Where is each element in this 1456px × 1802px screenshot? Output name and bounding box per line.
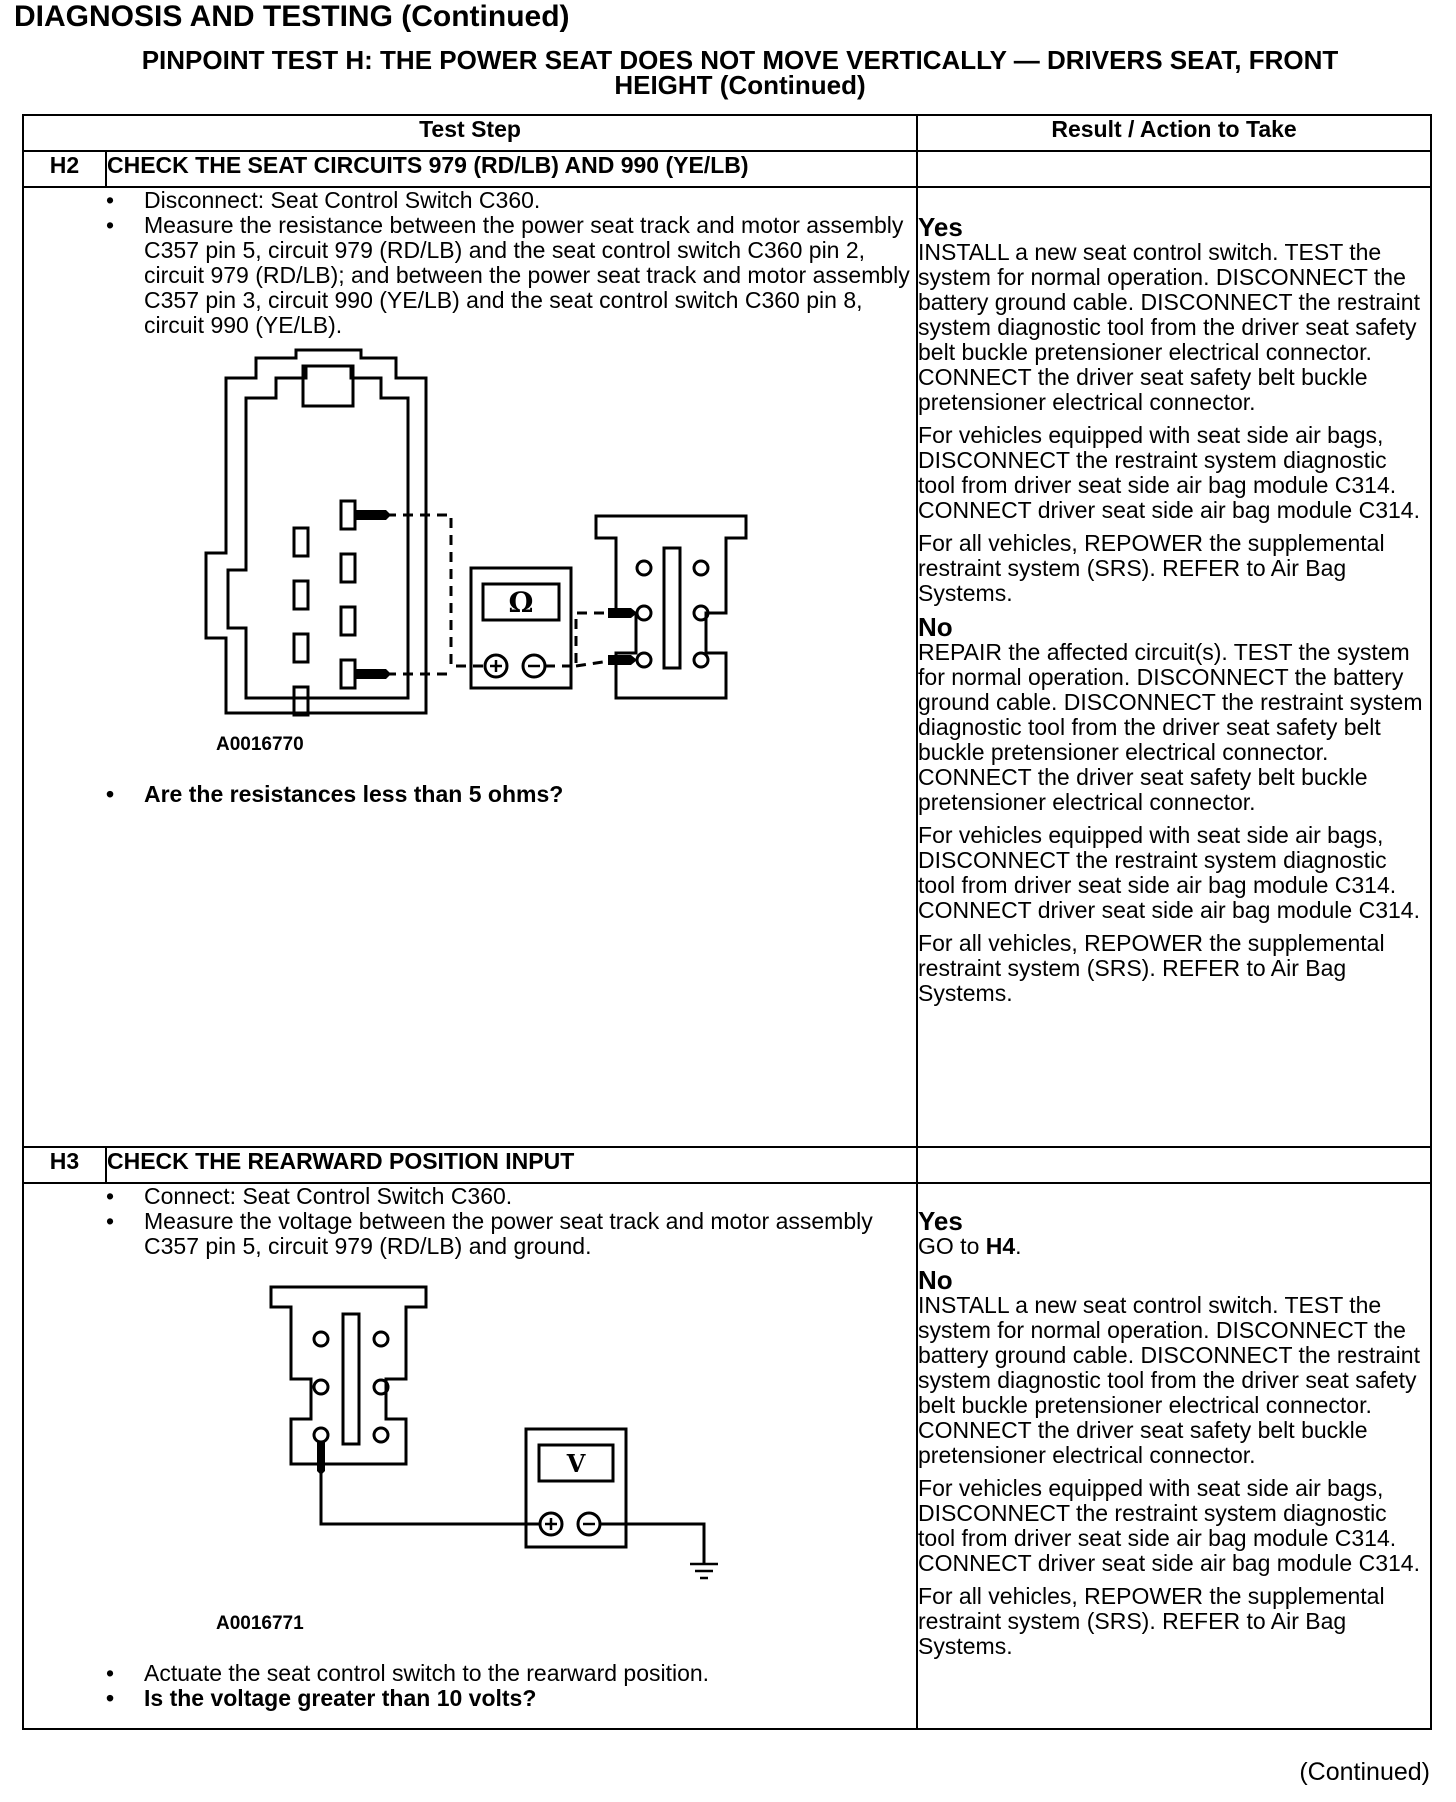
result-no-text: INSTALL a new seat control switch. TEST the system for normal operation. DISCONNECT the battery ground cable. DISCONNECT the restraint system diagnostic tool from the driver seat safety belt buckle pretensioner electrical connector. CONNECT the driver seat safety belt buckle pretensioner electrical connector. xyxy=(918,1292,1420,1468)
connector-center-slot xyxy=(343,1314,359,1444)
terminal-c360-pin-8 xyxy=(637,653,651,667)
terminal xyxy=(314,1332,328,1346)
result-header: Result / Action to Take xyxy=(917,115,1431,151)
step-h3-gutter xyxy=(23,1183,106,1729)
pinpoint-test-table xyxy=(22,114,1432,1730)
list-item: • Is the voltage greater than 10 volts? xyxy=(106,1686,916,1711)
lead-ground xyxy=(600,1524,704,1564)
lead-c357-pin5 xyxy=(321,1469,540,1524)
terminal xyxy=(341,607,355,635)
figure-h2-resistance xyxy=(106,338,916,758)
terminal xyxy=(294,687,308,715)
terminal xyxy=(341,554,355,582)
terminal xyxy=(374,1428,388,1442)
step-h3-body-row xyxy=(23,1183,1431,1729)
step-h2-gutter xyxy=(23,187,106,1147)
continued-label: (Continued) xyxy=(1299,1758,1430,1786)
result-yes-airbag: For vehicles equipped with seat side air bags, DISCONNECT the restraint system diagnostic tool from driver seat side air bag module C314. CONNECT driver seat side air bag module C314. xyxy=(918,422,1420,523)
step-title-h3: CHECK THE REARWARD POSITION INPUT xyxy=(106,1147,917,1183)
test-step-header: Test Step xyxy=(23,115,917,151)
result-h2 xyxy=(917,187,1431,1147)
step-title-h2: CHECK THE SEAT CIRCUITS 979 (RD/LB) AND 990 (YE/LB) xyxy=(106,151,917,187)
result-no-label: No xyxy=(918,1265,953,1295)
step-h3-final-list xyxy=(106,1661,916,1711)
result-no-repower: For all vehicles, REPOWER the supplemental restraint system (SRS). REFER to Air Bag Systems. xyxy=(918,930,1385,1006)
result-no-repower: For all vehicles, REPOWER the supplemental restraint system (SRS). REFER to Air Bag Systems. xyxy=(918,1583,1385,1659)
terminal-c357-pin-3 xyxy=(341,660,355,688)
connector-c357-latch xyxy=(303,366,353,406)
list-item: • Actuate the seat control switch to the rearward position. xyxy=(106,1661,916,1686)
result-no-text: REPAIR the affected circuit(s). TEST the system for normal operation. DISCONNECT the battery ground cable. DISCONNECT the restraint system diagnostic tool from the driver seat safety belt buckle pretensioner electrical connector. CONNECT the driver seat safety belt buckle pretensioner electrical connector. xyxy=(918,639,1423,815)
figure-id-h2: A0016770 xyxy=(216,734,304,755)
resistance-test-diagram xyxy=(96,338,886,758)
volt-symbol: V xyxy=(566,1449,586,1478)
result-no-airbag: For vehicles equipped with seat side air bags, DISCONNECT the restraint system diagnostic tool from driver seat side air bag module C314. CONNECT driver seat side air bag module C314. xyxy=(918,1475,1420,1576)
step-h2-question-list xyxy=(106,782,916,807)
step-h2-body xyxy=(106,187,917,1147)
connector-c357-inner xyxy=(228,366,408,698)
figure-id-h3: A0016771 xyxy=(216,1613,304,1634)
step-h3-body xyxy=(106,1183,917,1729)
step-h2-instructions xyxy=(106,188,916,338)
result-spacer-h3 xyxy=(917,1147,1431,1183)
list-item: • Measure the resistance between the power seat track and motor assembly C357 pin 5, circuit 979 (RD/LB) and the seat control switch C360 pin 2, circuit 979 (RD/LB); and between the power seat track and motor assembly C357 pin 3, circuit 990 (YE/LB) and the seat control switch C360 pin 8, circuit 990 (YE/LB). xyxy=(106,213,916,338)
connector-c360-outline xyxy=(596,516,746,698)
test-title-line-2: HEIGHT (Continued) xyxy=(614,70,866,100)
terminal-c360-pin-2 xyxy=(637,606,651,620)
goto-step-link: H4 xyxy=(985,1233,1016,1259)
page-title: DIAGNOSIS AND TESTING (Continued) xyxy=(14,0,570,33)
result-no-airbag: For vehicles equipped with seat side air bags, DISCONNECT the restraint system diagnostic tool from driver seat side air bag module C314. CONNECT driver seat side air bag module C314. xyxy=(918,822,1420,923)
result-yes-repower: For all vehicles, REPOWER the supplemental restraint system (SRS). REFER to Air Bag Systems. xyxy=(918,530,1385,606)
list-item: • Measure the voltage between the power seat track and motor assembly C357 pin 5, circuit 979 (RD/LB) and ground. xyxy=(106,1209,916,1259)
result-h3 xyxy=(917,1183,1431,1729)
step-h2-title-row xyxy=(23,151,1431,187)
terminal xyxy=(294,581,308,609)
test-title-line-1: PINPOINT TEST H: THE POWER SEAT DOES NOT MOVE VERTICALLY — DRIVERS SEAT, FRONT xyxy=(141,45,1339,75)
result-spacer-h2 xyxy=(917,151,1431,187)
terminal xyxy=(294,528,308,556)
terminal xyxy=(314,1380,328,1394)
terminal xyxy=(637,561,651,575)
step-h3-instructions xyxy=(106,1184,916,1259)
connector-c357-outline xyxy=(206,350,426,713)
result-no-label: No xyxy=(918,612,953,642)
table-header-row xyxy=(23,115,1431,151)
list-item: • Are the resistances less than 5 ohms? xyxy=(106,782,916,807)
probe-tip xyxy=(356,669,391,679)
step-h3-title-row xyxy=(23,1147,1431,1183)
probe-tip xyxy=(356,510,391,520)
probe-tip xyxy=(608,608,637,618)
list-item: • Disconnect: Seat Control Switch C360. xyxy=(106,188,916,213)
step-id-h2: H2 xyxy=(23,151,106,187)
terminal-c357-pin-5 xyxy=(314,1428,328,1442)
result-yes-goto: GO to H4. xyxy=(918,1233,1022,1259)
probe-tip xyxy=(317,1441,325,1475)
terminal-c357-pin-5 xyxy=(341,501,355,529)
ohm-symbol: Ω xyxy=(508,586,534,619)
terminal xyxy=(374,1332,388,1346)
voltage-test-diagram xyxy=(96,1259,886,1639)
pinpoint-test-title xyxy=(40,45,1440,100)
result-yes-label: Yes xyxy=(918,212,963,242)
probe-tip xyxy=(608,655,637,665)
result-yes-text: INSTALL a new seat control switch. TEST the system for normal operation. DISCONNECT the battery ground cable. DISCONNECT the restraint system diagnostic tool from the driver seat safety belt buckle pretensioner electrical connector. CONNECT the driver seat safety belt buckle pretensioner electrical connector. xyxy=(918,239,1420,415)
result-yes-label: Yes xyxy=(918,1206,963,1236)
terminal xyxy=(694,653,708,667)
list-item: • Connect: Seat Control Switch C360. xyxy=(106,1184,916,1209)
step-id-h3: H3 xyxy=(23,1147,106,1183)
terminal xyxy=(694,561,708,575)
figure-h3-voltage xyxy=(106,1259,916,1639)
step-h2-body-row xyxy=(23,187,1431,1147)
connector-c360-center-slot xyxy=(664,548,680,668)
terminal xyxy=(294,634,308,662)
